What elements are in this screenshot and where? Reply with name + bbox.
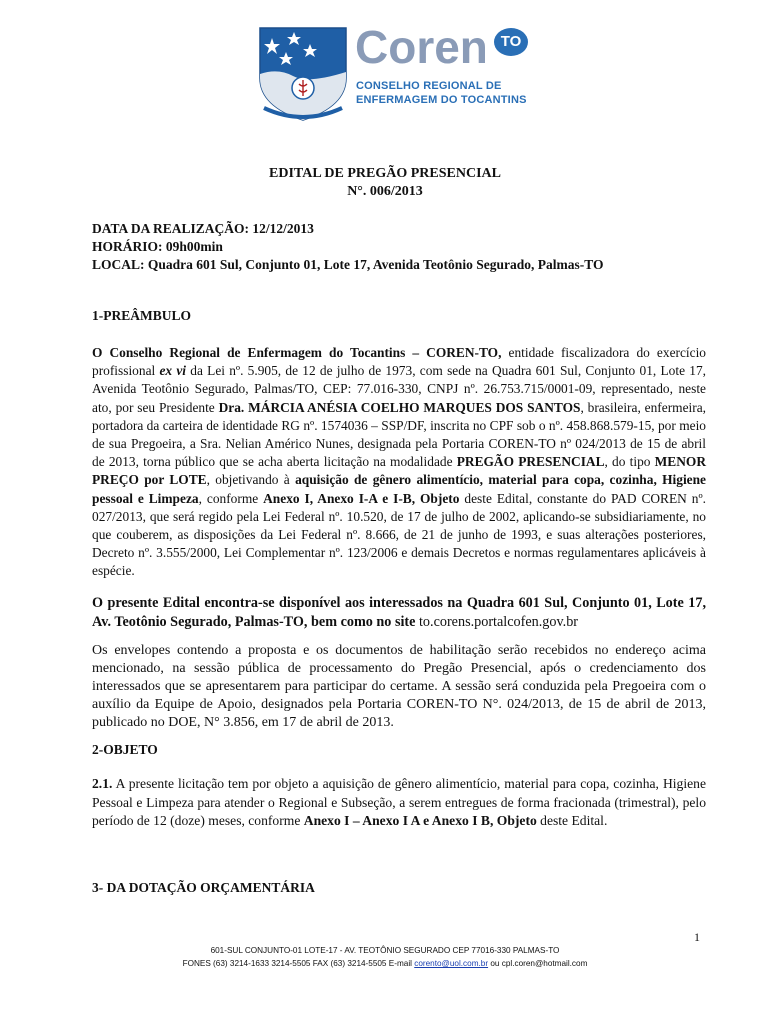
- event-date: DATA DA REALIZAÇÃO: 12/12/2013: [92, 221, 314, 236]
- section-heading-preambulo: 1-PREÂMBULO: [92, 308, 191, 323]
- council-name-line2: ENFERMAGEM DO TOCANTINS: [356, 94, 527, 106]
- object-paragraph: 2.1. A presente licitação tem por objeto a aquisição de gênero alimentício, material para copa, cozinha, Higiene Pessoal e Limpeza para atender o Regional e Subseção, a serem entregues de forma fracionada (trimestral), pelo período de 12 (doze) meses, conforme Anexo I – Anexo I A e Anexo I B, Objeto deste Edital.: [92, 776, 706, 828]
- section-heading-objeto: 2-OBJETO: [92, 742, 158, 757]
- state-badge: TO: [494, 28, 528, 56]
- coren-shield-logo: [258, 26, 348, 122]
- event-location: LOCAL: Quadra 601 Sul, Conjunto 01, Lote 17, Avenida Teotônio Segurado, Palmas-TO: [92, 257, 604, 272]
- page-number: 1: [694, 930, 700, 944]
- availability-paragraph: O presente Edital encontra-se disponível aos interessados na Quadra 601 Sul, Conjunto 01, Lote 17, Av. Teotônio Segurado, Palmas-TO, bem como no site to.corens.portalcofen.gov.br: [92, 595, 706, 630]
- preamble-paragraph: O Conselho Regional de Enfermagem do Tocantins – COREN-TO, entidade fiscalizadora do exercício profissional ex vi da Lei nº. 5.905, de 12 de julho de 1973, com sede na Quadra 601 Sul, Conjunto 01, Lote 17, Avenida Teotônio Segurado, Palmas/TO, CEP: 77.016-330, CNPJ nº. 26.753.715/0001-09, representado, neste ato, por seu Presidente Dra. MÁRCIA ANÉSIA COELHO MARQUES DOS SANTOS, brasileira, enfermeira, portadora da carteira de identidade RG nº. 1574036 – SSP/DF, inscrita no CPF sob o nº. 458.868.579-15, por meio de sua Pregoeira, a Sra. Nelian Américo Nunes, designada pela Portaria COREN-TO nº 024/2013 de 15 de abril de 2013, torna público que se acha aberta licitação na modalidade PREGÃO PRESENCIAL, do tipo MENOR PREÇO por LOTE, objetivando à aquisição de gênero alimentício, material para copa, cozinha, Higiene pessoal e Limpeza, conforme Anexo I, Anexo I-A e I-B, Objeto deste Edital, constante do PAD COREN nº. 027/2013, que será regido pela Lei Federal nº. 10.520, de 17 de julho de 2002, aplicando-se subsidiariamente, no que couberem, as disposições da Lei Federal nº. 8.666, de 21 de junho de 1993, e suas alterações posteriores, Decreto nº. 3.555/2000, Lei Complementar nº. 123/2006 e demais Decretos e normas regulamentares aplicáveis à espécie.: [92, 345, 707, 579]
- email-link[interactable]: corento@uol.com.br: [414, 959, 489, 968]
- event-time: HORÁRIO: 09h00min: [92, 239, 223, 254]
- envelopes-paragraph: Os envelopes contendo a proposta e os documentos de habilitação serão recebidos no endereço acima mencionado, na sessão pública de processamento do Pregão Presencial, após o credenciamento dos interessados que se apresentarem para participar do certame. A sessão será conduzida pela Pregoeira com o auxílio da Equipe de Apoio, designados pela Portaria COREN-TO N°. 024/2013, de 15 de abril de 2013, publicado no DOE, N° 3.856, em 17 de abril de 2013.: [92, 643, 706, 730]
- footer-contacts: FONES (63) 3214-1633 3214-5505 FAX (63) 3214-5505 E-mail corento@uol.com.br ou cpl.coren@hotmail.com: [182, 959, 588, 968]
- council-name-line1: CONSELHO REGIONAL DE: [356, 80, 502, 92]
- document-number: N°. 006/2013: [347, 184, 423, 199]
- section-heading-dotacao: 3- DA DOTAÇÃO ORÇAMENTÁRIA: [92, 880, 315, 895]
- brand-name: Coren: [355, 21, 488, 73]
- footer-address: 601-SUL CONJUNTO-01 LOTE-17 - AV. TEOTÔNIO SEGURADO CEP 77016-330 PALMAS-TO: [210, 946, 560, 955]
- letterhead: [258, 21, 558, 122]
- document-title: EDITAL DE PREGÃO PRESENCIAL: [269, 166, 501, 181]
